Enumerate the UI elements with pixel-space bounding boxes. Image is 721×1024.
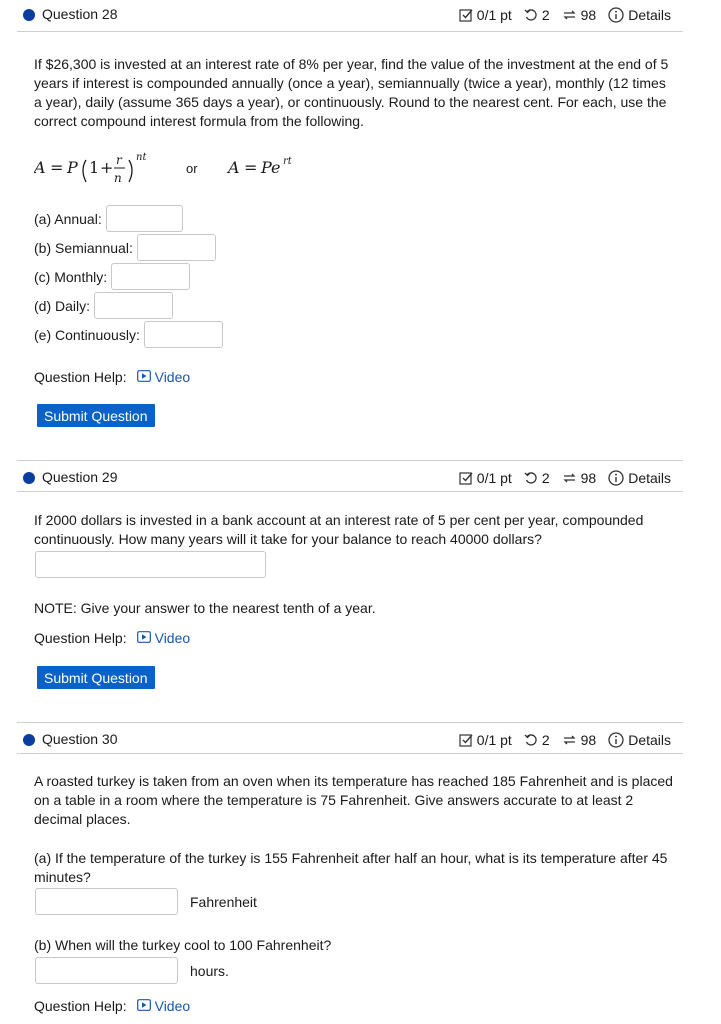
video-label: Video <box>154 369 191 385</box>
hours-unit: hours. <box>190 962 229 979</box>
video-link[interactable] <box>137 630 191 646</box>
info-icon[interactable] <box>608 470 624 486</box>
daily-input[interactable] <box>94 292 173 319</box>
annual-input[interactable] <box>106 205 183 232</box>
svg-text:Pe: Pe <box>261 158 281 177</box>
score-check-icon <box>459 8 473 22</box>
question-title: Question 29 <box>42 469 118 485</box>
score-check-icon <box>459 471 473 485</box>
semiannual-label: (b) Semiannual: <box>34 239 133 256</box>
part-a-text: (a) If the temperature of the turkey is 155 Fahrenheit after half an hour, what is its temperature after 45 minutes? <box>34 850 668 885</box>
attempts-icon <box>562 8 577 22</box>
continuously-input[interactable] <box>144 321 223 348</box>
svg-text:A: A <box>228 158 240 177</box>
formula-or: or <box>186 161 198 176</box>
continuously-label: (e) Continuously: <box>34 326 140 343</box>
retries-count: 2 <box>541 732 550 748</box>
score-text: 0/1 pt <box>476 732 512 748</box>
attempts-count: 98 <box>580 7 597 23</box>
question-30-header <box>17 722 683 754</box>
daily-row <box>34 292 173 319</box>
question-status-dot <box>23 9 35 21</box>
question-help-label: Question Help: <box>34 998 127 1014</box>
svg-text:r: r <box>116 153 122 167</box>
submit-question-button[interactable]: Submit Question <box>37 666 155 689</box>
details-link[interactable]: Details <box>628 470 671 486</box>
semiannual-row <box>34 234 216 261</box>
question-title: Question 30 <box>42 731 118 747</box>
score-text: 0/1 pt <box>476 7 512 23</box>
daily-label: (d) Daily: <box>34 297 91 314</box>
submit-question-button[interactable]: Submit Question <box>37 404 155 427</box>
attempts-count: 98 <box>580 732 597 748</box>
video-icon <box>137 630 151 646</box>
info-icon[interactable] <box>608 732 624 748</box>
question-text: If $26,300 is invested at an interest rate of 8% per year, find the value of the investment at the end of 5 years if interest is compounded annually (once a year), semiannually (twice a year), monthly (12 times a year), daily (assume 365 days a year), or continuously. Round to the nearest cent. For each, use the correct compound interest formula from the following. <box>34 56 669 129</box>
video-link[interactable] <box>137 369 191 385</box>
video-icon <box>137 998 151 1014</box>
question-29-header <box>17 460 683 492</box>
question-help-label: Question Help: <box>34 369 127 385</box>
part-b-answer-row <box>35 957 229 984</box>
score-check-icon <box>459 733 473 747</box>
hours-input[interactable] <box>35 957 178 984</box>
years-answer-input[interactable] <box>35 551 266 578</box>
annual-row <box>34 205 183 232</box>
question-text: A roasted turkey is taken from an oven when its temperature has reached 185 Fahrenheit and is placed on a table in a room where the temperature is 75 Fahrenheit. Give answers accurate to at least 2 decimal places. <box>34 773 673 827</box>
retries-count: 2 <box>541 470 550 486</box>
svg-text:1: 1 <box>89 158 100 177</box>
monthly-label: (c) Monthly: <box>34 268 108 285</box>
question-help <box>34 998 190 1014</box>
retries-count: 2 <box>541 7 550 23</box>
video-label: Video <box>154 630 191 646</box>
svg-text:+: + <box>100 158 114 177</box>
answer-note: NOTE: Give your answer to the nearest tenth of a year. <box>34 600 376 616</box>
retry-icon <box>524 733 538 747</box>
part-a-answer-row <box>35 888 257 915</box>
svg-text:nt: nt <box>136 152 147 163</box>
score-text: 0/1 pt <box>476 470 512 486</box>
question-help <box>34 630 190 646</box>
attempts-icon <box>562 471 577 485</box>
details-link[interactable]: Details <box>628 7 671 23</box>
svg-text:=: = <box>50 158 64 177</box>
question-status-dot <box>23 472 35 484</box>
fahrenheit-unit: Fahrenheit <box>190 893 257 910</box>
question-text: If 2000 dollars is invested in a bank account at an interest rate of 5 per cent per year, compounded continuously. How many years will it take for your balance to reach 40000 dollars? <box>34 512 644 547</box>
annual-label: (a) Annual: <box>34 210 102 227</box>
attempts-count: 98 <box>580 470 597 486</box>
svg-text:P: P <box>67 158 78 177</box>
retry-icon <box>524 8 538 22</box>
info-icon[interactable] <box>608 7 624 23</box>
part-b-text: (b) When will the turkey cool to 100 Fahrenheit? <box>34 937 332 953</box>
question-meta <box>459 470 671 486</box>
monthly-input[interactable] <box>111 263 190 290</box>
question-status-dot <box>23 734 35 746</box>
svg-text:n: n <box>114 171 122 185</box>
monthly-row <box>34 263 190 290</box>
video-link[interactable] <box>137 998 191 1014</box>
video-label: Video <box>154 998 191 1014</box>
question-help <box>34 369 190 385</box>
compound-interest-formula <box>34 146 334 194</box>
question-28-header <box>17 0 683 32</box>
svg-text:=: = <box>244 158 258 177</box>
video-icon <box>137 369 151 385</box>
temperature-input[interactable] <box>35 888 178 915</box>
question-meta <box>459 732 671 748</box>
semiannual-input[interactable] <box>137 234 216 261</box>
continuously-row <box>34 321 223 348</box>
question-title: Question 28 <box>42 6 118 22</box>
attempts-icon <box>562 733 577 747</box>
retry-icon <box>524 471 538 485</box>
question-help-label: Question Help: <box>34 630 127 646</box>
question-meta <box>459 7 671 23</box>
svg-text:A: A <box>34 158 46 177</box>
svg-text:rt: rt <box>283 156 292 167</box>
details-link[interactable]: Details <box>628 732 671 748</box>
